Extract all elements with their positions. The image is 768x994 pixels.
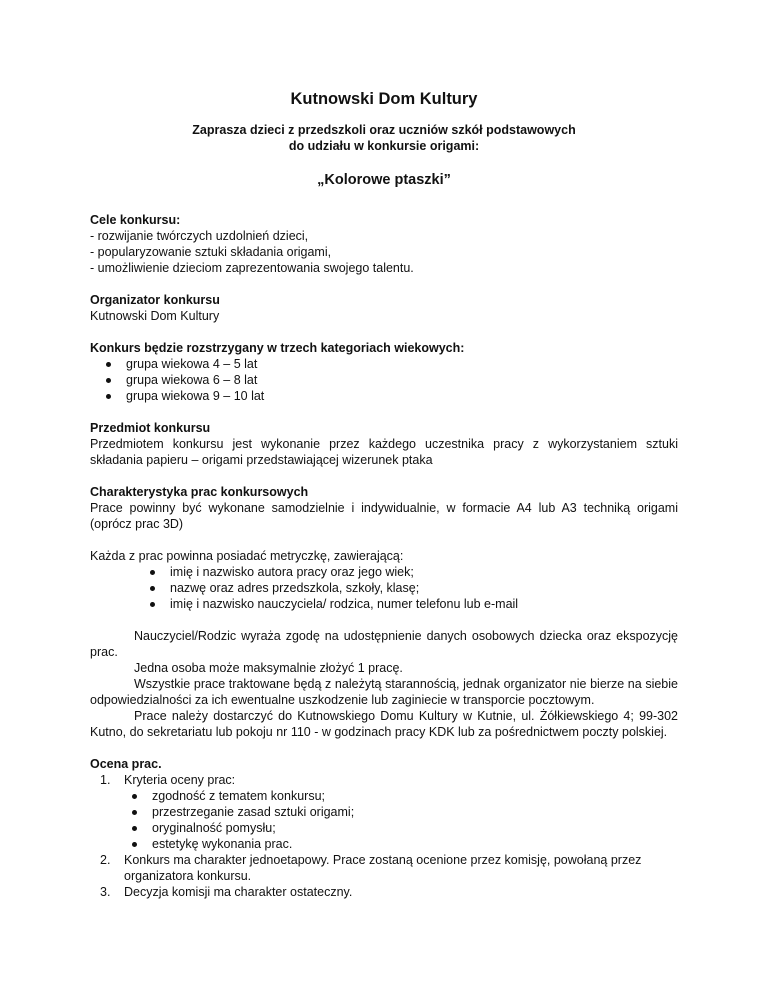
- item-text: Kryteria oceny prac:: [124, 773, 236, 787]
- goals-heading: Cele konkursu:: [90, 213, 181, 227]
- evaluation-section: [90, 756, 678, 900]
- list-item: imię i nazwisko nauczyciela/ rodzica, numer telefonu lub e-mail: [144, 596, 678, 612]
- list-item: nazwę oraz adres przedszkola, szkoły, klasę;: [144, 580, 678, 596]
- organizer-heading: Organizator konkursu: [90, 293, 220, 307]
- rule-paragraph: Jedna osoba może maksymalnie złożyć 1 pracę.: [134, 661, 403, 675]
- list-item: przestrzeganie zasad sztuki origami;: [126, 804, 678, 820]
- characteristics-heading: Charakterystyka prac konkursowych: [90, 485, 309, 499]
- invite-line-1: Zaprasza dzieci z przedszkoli oraz uczniów szkół podstawowych: [192, 123, 576, 137]
- list-item: grupa wiekowa 6 – 8 lat: [100, 372, 678, 388]
- goal-item: - umożliwienie dzieciom zaprezentowania swojego talentu.: [90, 261, 414, 275]
- invite-line-2: do udziału w konkursie origami:: [288, 139, 480, 153]
- item-number: 3.: [100, 885, 111, 899]
- list-item: [100, 884, 678, 900]
- organizer-name: Kutnowski Dom Kultury: [90, 309, 220, 323]
- characteristics-section: [90, 484, 678, 532]
- goal-item: - popularyzowanie sztuki składania origami,: [90, 245, 332, 259]
- rule-paragraph: Prace należy dostarczyć do Kutnowskiego Domu Kultury w Kutnie, ul. Żółkiewskiego 4; 99-302 Kutno, do sekretariatu lub pokoju nr 110 - w godzinach pracy KDK lub za pośrednictwem poczty polskiej.: [90, 709, 678, 739]
- list-item: [100, 772, 678, 852]
- label-list: [144, 564, 678, 612]
- criteria-list: [126, 788, 678, 852]
- list-item: oryginalność pomysłu;: [126, 820, 678, 836]
- evaluation-heading: Ocena prac.: [90, 757, 162, 771]
- list-item: [100, 852, 678, 884]
- item-number: 1.: [100, 773, 111, 787]
- item-text: Decyzja komisji ma charakter ostateczny.: [124, 885, 353, 899]
- rule-paragraph: Wszystkie prace traktowane będą z należytą starannością, jednak organizator nie bierze na siebie odpowiedzialności za ich ewentualne uszkodzenie lub zaginiecie w transporcie pocztowym.: [90, 677, 678, 707]
- item-text: Konkurs ma charakter jednoetapowy. Prace zostaną ocenione przez komisję, powołaną przez organizatora konkursu.: [124, 853, 642, 883]
- subject-text: Przedmiotem konkursu jest wykonanie przez każdego uczestnika pracy z wykorzystaniem sztuki składania papieru – origami przedstawiającej wizerunek ptaka: [90, 437, 678, 467]
- rule-paragraph: Nauczyciel/Rodzic wyraża zgodę na udostępnienie danych osobowych dziecka oraz ekspozycję prac.: [90, 629, 678, 659]
- evaluation-list: [90, 772, 678, 900]
- subject-section: [90, 420, 678, 468]
- list-item: grupa wiekowa 9 – 10 lat: [100, 388, 678, 404]
- list-item: estetykę wykonania prac.: [126, 836, 678, 852]
- label-intro: Każda z prac powinna posiadać metryczkę, zawierającą:: [90, 549, 404, 563]
- categories-heading: Konkurs będzie rozstrzygany w trzech kategoriach wiekowych:: [90, 341, 465, 355]
- list-item: grupa wiekowa 4 – 5 lat: [100, 356, 678, 372]
- document-content: [90, 88, 678, 916]
- contest-title: „Kolorowe ptaszki”: [317, 172, 451, 188]
- label-section: [90, 548, 678, 612]
- item-number: 2.: [100, 853, 111, 867]
- goal-item: - rozwijanie twórczych uzdolnień dzieci,: [90, 229, 309, 243]
- organizer-section: [90, 292, 678, 324]
- characteristics-text: Prace powinny być wykonane samodzielnie i indywidualnie, w formacie A4 lub A3 techniką origami (oprócz prac 3D): [90, 501, 678, 531]
- rules-section: [90, 628, 678, 740]
- list-item: zgodność z tematem konkursu;: [126, 788, 678, 804]
- list-item: imię i nazwisko autora pracy oraz jego wiek;: [144, 564, 678, 580]
- goals-section: [90, 212, 678, 276]
- categories-section: [90, 340, 678, 404]
- page-title: Kutnowski Dom Kultury: [290, 90, 478, 108]
- subject-heading: Przedmiot konkursu: [90, 421, 211, 435]
- categories-list: [100, 356, 678, 404]
